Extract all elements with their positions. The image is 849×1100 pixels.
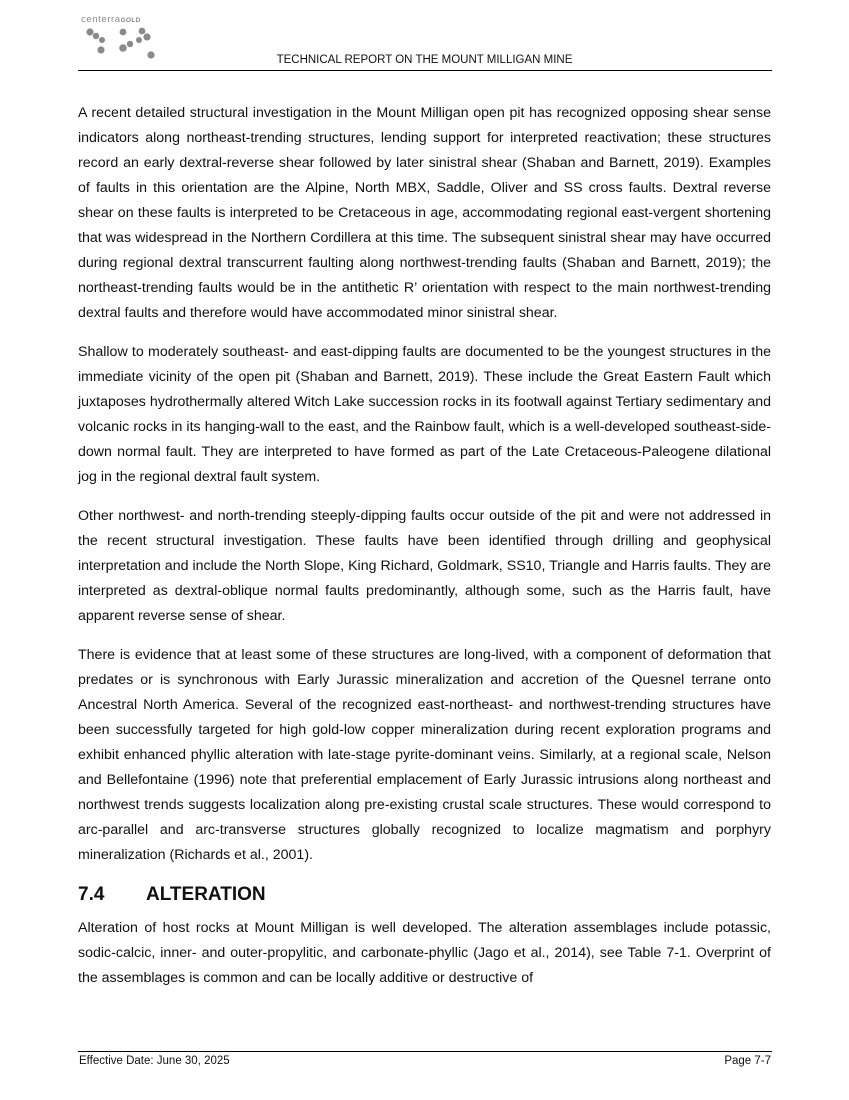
header-divider [78, 70, 772, 71]
body-paragraph: Other northwest- and north-trending steeply-dipping faults occur outside of the pit and were not addressed in the recent structural investigation. These faults have been identified through drilling and geophysical interpretation and include the North Slope, King Richard, Goldmark, SS10, Triangle and Harris faults. They are interpreted as dextral-oblique normal faults predominantly, although some, such as the Harris fault, have apparent reverse sense of shear. [78, 508, 771, 624]
page-number: Page 7-7 [724, 1055, 771, 1067]
body-paragraph: There is evidence that at least some of these structures are long-lived, with a component of deformation that predates or is synchronous with Early Jurassic mineralization and accretion of the Quesnel terrane onto Ancestral North America. Several of the recognized east-northeast- and northwest-trending structures have been successfully targeted for high gold-low copper mineralization during recent exploration programs and exhibit enhanced phyllic alteration with late-stage pyrite-dominant veins. Similarly, at a regional scale, Nelson and Bellefontaine (1996) note that preferential emplacement of Early Jurassic intrusions along northeast and northwest trends suggests localization along pre-existing crustal scale structures. These would correspond to arc-parallel and arc-transverse structures globally recognized to localize magmatism and porphyry mineralization (Richards et al., 2001). [78, 647, 771, 863]
section-number: 7.4 [78, 884, 105, 905]
effective-date: Effective Date: June 30, 2025 [79, 1055, 230, 1067]
logo-wordmark: centerraGOLD [81, 14, 141, 25]
report-header-title: TECHNICAL REPORT ON THE MOUNT MILLIGAN MINE [276, 54, 573, 66]
body-paragraph: Shallow to moderately southeast- and east-dipping faults are documented to be the youngest structures in the immediate vicinity of the open pit (Shaban and Barnett, 2019). These include the Great Eastern Fault which juxtaposes hydrothermally altered Witch Lake succession rocks in its footwall against Tertiary sedimentary and volcanic rocks in its hanging-wall to the east, and the Rainbow fault, which is a well-developed southeast-side-down normal fault. They are interpreted to have formed as part of the Late Cretaceous-Paleogene dilational jog in the regional dextral fault system. [78, 344, 771, 485]
body-paragraph: Alteration of host rocks at Mount Milligan is well developed. The alteration assemblages include potassic, sodic-calcic, inner- and outer-propylitic, and carbonate-phyllic (Jago et al., 2014), see Table 7-1. Overprint of the assemblages is common and can be locally additive or destructive of [78, 920, 771, 986]
section-title: ALTERATION [146, 884, 266, 905]
footer-divider [78, 1051, 772, 1052]
section-heading [78, 882, 771, 908]
body-paragraph: A recent detailed structural investigation in the Mount Milligan open pit has recognized opposing shear sense indicators along northeast-trending structures, lending support for interpreted reactivation; these structures record an early dextral-reverse shear followed by later sinistral shear (Shaban and Barnett, 2019). Examples of faults in this orientation are the Alpine, North MBX, Saddle, Oliver and SS cross faults. Dextral reverse shear on these faults is interpreted to be Cretaceous in age, accommodating regional east-vergent shortening that was widespread in the Northern Cordillera at this time. The subsequent sinistral shear may have occurred during regional dextral transcurrent faulting along northwest-trending faults (Shaban and Barnett, 2019); the northeast-trending faults would be in the antithetic R’ orientation with respect to the main northwest-trending dextral faults and therefore would have accommodated minor sinistral shear. [78, 105, 771, 321]
document-body [78, 101, 771, 1005]
